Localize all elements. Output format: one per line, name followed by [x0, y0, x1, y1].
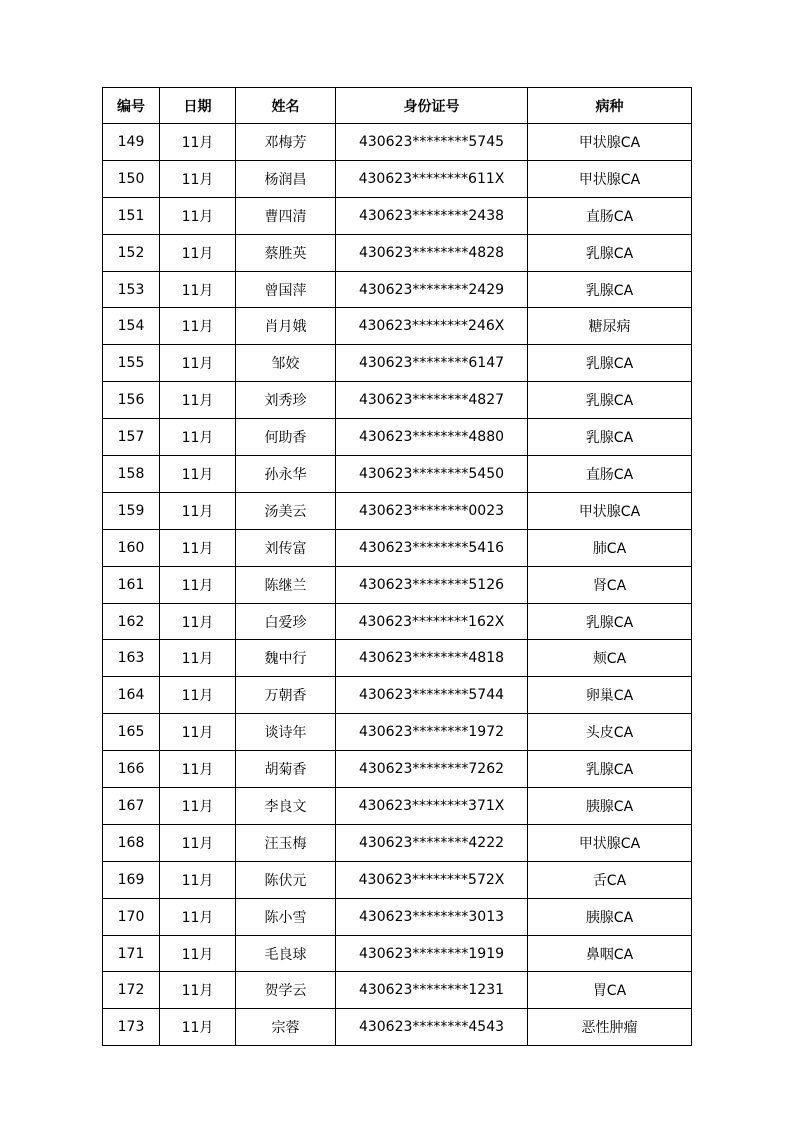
cell-date: 11月	[160, 308, 236, 345]
cell-date: 11月	[160, 861, 236, 898]
cell-number: 161	[103, 566, 160, 603]
cell-name: 蔡胜英	[236, 234, 336, 271]
cell-number: 152	[103, 234, 160, 271]
cell-number: 162	[103, 603, 160, 640]
header-name: 姓名	[236, 88, 336, 124]
cell-disease: 甲状腺CA	[528, 492, 692, 529]
cell-number: 165	[103, 714, 160, 751]
table-row	[103, 382, 692, 419]
cell-name: 刘秀珍	[236, 382, 336, 419]
table-row	[103, 529, 692, 566]
cell-disease: 直肠CA	[528, 456, 692, 493]
cell-name: 孙永华	[236, 456, 336, 493]
cell-disease: 乳腺CA	[528, 751, 692, 788]
cell-date: 11月	[160, 456, 236, 493]
cell-id-number: 430623********371X	[336, 788, 528, 825]
cell-name: 陈继兰	[236, 566, 336, 603]
table-row	[103, 234, 692, 271]
cell-name: 毛良球	[236, 935, 336, 972]
cell-id-number: 430623********0023	[336, 492, 528, 529]
cell-name: 肖月娥	[236, 308, 336, 345]
cell-date: 11月	[160, 566, 236, 603]
table-row	[103, 935, 692, 972]
cell-id-number: 430623********4222	[336, 824, 528, 861]
cell-disease: 头皮CA	[528, 714, 692, 751]
cell-id-number: 430623********2429	[336, 271, 528, 308]
cell-id-number: 430623********5126	[336, 566, 528, 603]
cell-id-number: 430623********4543	[336, 1009, 528, 1046]
table-body	[103, 124, 692, 1046]
cell-name: 万朝香	[236, 677, 336, 714]
table-row	[103, 456, 692, 493]
cell-name: 陈伏元	[236, 861, 336, 898]
cell-disease: 甲状腺CA	[528, 160, 692, 197]
cell-disease: 颊CA	[528, 640, 692, 677]
cell-name: 陈小雪	[236, 898, 336, 935]
cell-number: 167	[103, 788, 160, 825]
table-row	[103, 751, 692, 788]
table-row	[103, 124, 692, 161]
cell-date: 11月	[160, 1009, 236, 1046]
cell-name: 魏中行	[236, 640, 336, 677]
cell-number: 163	[103, 640, 160, 677]
table-row	[103, 677, 692, 714]
cell-name: 贺学云	[236, 972, 336, 1009]
cell-number: 172	[103, 972, 160, 1009]
cell-id-number: 430623********1919	[336, 935, 528, 972]
cell-disease: 直肠CA	[528, 197, 692, 234]
cell-date: 11月	[160, 234, 236, 271]
table-row	[103, 640, 692, 677]
header-row	[103, 88, 692, 124]
cell-id-number: 430623********1231	[336, 972, 528, 1009]
cell-name: 汤美云	[236, 492, 336, 529]
cell-number: 157	[103, 419, 160, 456]
cell-id-number: 430623********246X	[336, 308, 528, 345]
cell-name: 杨润昌	[236, 160, 336, 197]
cell-name: 谈诗年	[236, 714, 336, 751]
cell-disease: 乳腺CA	[528, 419, 692, 456]
cell-date: 11月	[160, 492, 236, 529]
cell-disease: 舌CA	[528, 861, 692, 898]
cell-date: 11月	[160, 751, 236, 788]
header-number: 编号	[103, 88, 160, 124]
cell-id-number: 430623********2438	[336, 197, 528, 234]
table-row	[103, 788, 692, 825]
cell-id-number: 430623********611X	[336, 160, 528, 197]
cell-number: 173	[103, 1009, 160, 1046]
cell-number: 158	[103, 456, 160, 493]
cell-date: 11月	[160, 788, 236, 825]
cell-date: 11月	[160, 714, 236, 751]
cell-disease: 肺CA	[528, 529, 692, 566]
cell-name: 何助香	[236, 419, 336, 456]
table-row	[103, 861, 692, 898]
cell-disease: 鼻咽CA	[528, 935, 692, 972]
cell-date: 11月	[160, 603, 236, 640]
cell-name: 曹四清	[236, 197, 336, 234]
table-row	[103, 1009, 692, 1046]
header-disease: 病种	[528, 88, 692, 124]
table-row	[103, 308, 692, 345]
table-row	[103, 898, 692, 935]
cell-date: 11月	[160, 640, 236, 677]
cell-date: 11月	[160, 345, 236, 382]
cell-id-number: 430623********572X	[336, 861, 528, 898]
table-header	[103, 88, 692, 124]
cell-date: 11月	[160, 124, 236, 161]
table-row	[103, 603, 692, 640]
cell-id-number: 430623********5416	[336, 529, 528, 566]
cell-name: 宗蓉	[236, 1009, 336, 1046]
cell-number: 156	[103, 382, 160, 419]
cell-date: 11月	[160, 972, 236, 1009]
cell-name: 邓梅芳	[236, 124, 336, 161]
cell-disease: 甲状腺CA	[528, 824, 692, 861]
cell-number: 151	[103, 197, 160, 234]
cell-number: 166	[103, 751, 160, 788]
cell-date: 11月	[160, 935, 236, 972]
cell-disease: 糖尿病	[528, 308, 692, 345]
cell-disease: 乳腺CA	[528, 271, 692, 308]
cell-id-number: 430623********7262	[336, 751, 528, 788]
table-row	[103, 566, 692, 603]
cell-number: 159	[103, 492, 160, 529]
cell-id-number: 430623********5450	[336, 456, 528, 493]
cell-date: 11月	[160, 197, 236, 234]
cell-number: 168	[103, 824, 160, 861]
header-id-number: 身份证号	[336, 88, 528, 124]
cell-number: 160	[103, 529, 160, 566]
cell-disease: 乳腺CA	[528, 382, 692, 419]
cell-date: 11月	[160, 419, 236, 456]
cell-disease: 胰腺CA	[528, 898, 692, 935]
cell-id-number: 430623********162X	[336, 603, 528, 640]
cell-number: 170	[103, 898, 160, 935]
cell-id-number: 430623********6147	[336, 345, 528, 382]
cell-disease: 肾CA	[528, 566, 692, 603]
cell-id-number: 430623********3013	[336, 898, 528, 935]
cell-name: 邹姣	[236, 345, 336, 382]
cell-name: 李良文	[236, 788, 336, 825]
cell-name: 刘传富	[236, 529, 336, 566]
cell-id-number: 430623********5745	[336, 124, 528, 161]
cell-date: 11月	[160, 824, 236, 861]
table-row	[103, 972, 692, 1009]
cell-disease: 乳腺CA	[528, 603, 692, 640]
cell-date: 11月	[160, 382, 236, 419]
cell-date: 11月	[160, 677, 236, 714]
cell-name: 曾国萍	[236, 271, 336, 308]
cell-name: 胡菊香	[236, 751, 336, 788]
cell-date: 11月	[160, 529, 236, 566]
cell-number: 149	[103, 124, 160, 161]
cell-id-number: 430623********4828	[336, 234, 528, 271]
cell-number: 155	[103, 345, 160, 382]
cell-number: 164	[103, 677, 160, 714]
table-row	[103, 197, 692, 234]
patient-record-table	[102, 87, 692, 1046]
table-row	[103, 714, 692, 751]
cell-disease: 甲状腺CA	[528, 124, 692, 161]
table-row	[103, 419, 692, 456]
cell-disease: 卵巢CA	[528, 677, 692, 714]
table-row	[103, 345, 692, 382]
cell-disease: 乳腺CA	[528, 345, 692, 382]
cell-number: 169	[103, 861, 160, 898]
table-row	[103, 492, 692, 529]
cell-disease: 胃CA	[528, 972, 692, 1009]
header-date: 日期	[160, 88, 236, 124]
cell-name: 汪玉梅	[236, 824, 336, 861]
table-row	[103, 824, 692, 861]
cell-id-number: 430623********5744	[336, 677, 528, 714]
cell-disease: 恶性肿瘤	[528, 1009, 692, 1046]
cell-name: 白爱珍	[236, 603, 336, 640]
table-row	[103, 271, 692, 308]
cell-number: 171	[103, 935, 160, 972]
cell-number: 150	[103, 160, 160, 197]
cell-disease: 胰腺CA	[528, 788, 692, 825]
cell-id-number: 430623********4880	[336, 419, 528, 456]
cell-date: 11月	[160, 271, 236, 308]
cell-date: 11月	[160, 898, 236, 935]
cell-number: 154	[103, 308, 160, 345]
cell-date: 11月	[160, 160, 236, 197]
cell-id-number: 430623********1972	[336, 714, 528, 751]
cell-number: 153	[103, 271, 160, 308]
cell-id-number: 430623********4827	[336, 382, 528, 419]
cell-disease: 乳腺CA	[528, 234, 692, 271]
table-row	[103, 160, 692, 197]
cell-id-number: 430623********4818	[336, 640, 528, 677]
